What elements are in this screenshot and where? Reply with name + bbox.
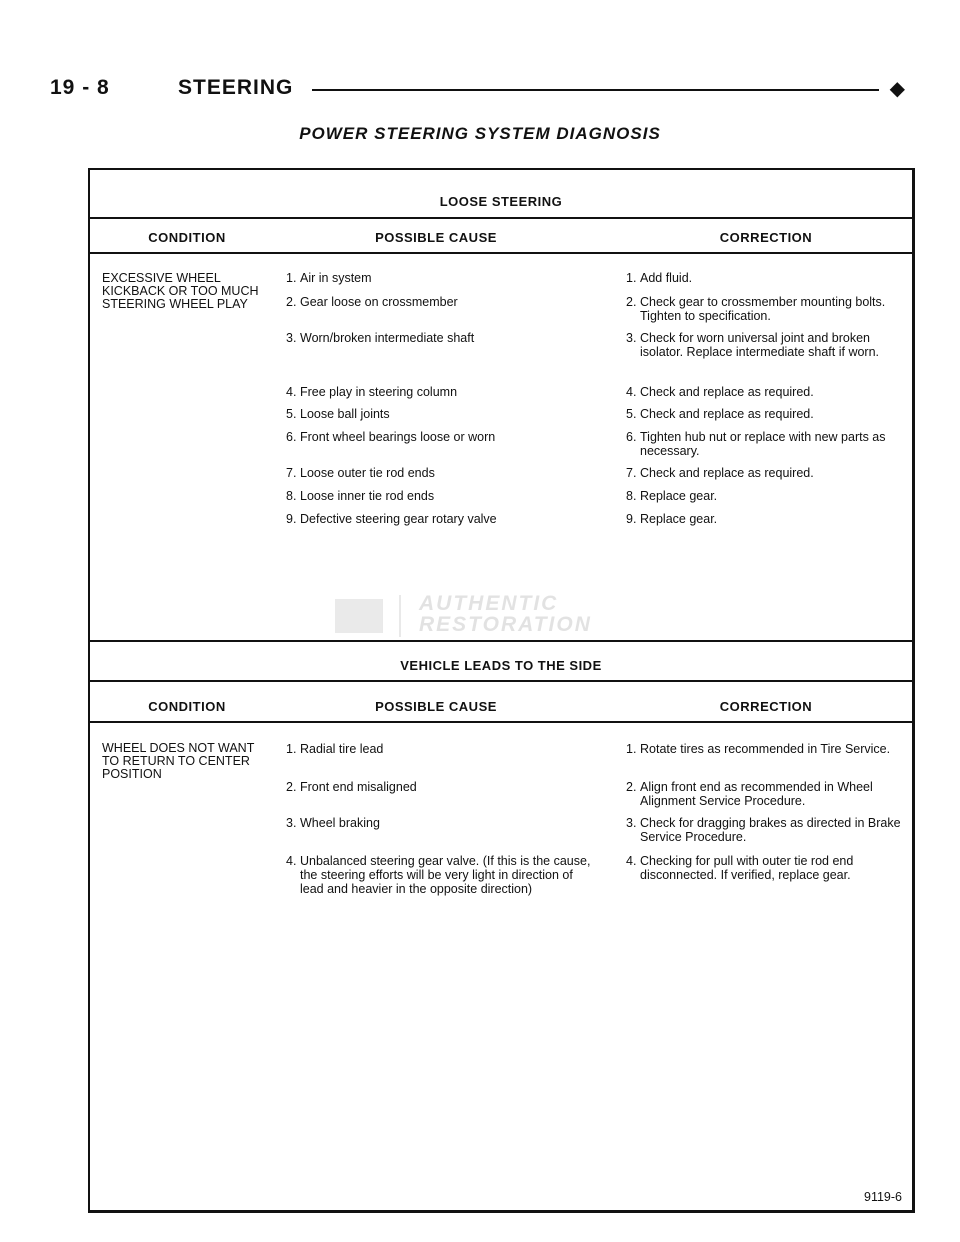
cause-item: 3. Wheel braking (286, 816, 380, 830)
correction-item: 5. Check and replace as required. (626, 407, 814, 421)
cause-item: 2. Gear loose on crossmember (286, 295, 458, 309)
figure-number: 9119-6 (864, 1190, 902, 1204)
diagnosis-table (88, 168, 915, 1213)
cause-item: 7. Loose outer tie rod ends (286, 466, 435, 480)
condition-text: WHEEL DOES NOT WANT TO RETURN TO CENTER POSITION (102, 741, 255, 781)
cause-item: 2. Front end misaligned (286, 780, 417, 794)
correction-item: 2. Align front end as recommended in Wheel Alignment Service Procedure. (626, 780, 873, 808)
page-number: 19 - 8 (50, 76, 110, 99)
column-header-cause: POSSIBLE CAUSE (375, 230, 497, 245)
cause-item: 6. Front wheel bearings loose or worn (286, 430, 496, 444)
page-header (50, 76, 905, 102)
cause-item: 4. Unbalanced steering gear valve. (If this is the cause, the steering efforts will be very light in direction of lead and heavier in the opposite direction) (286, 854, 591, 896)
correction-item: 1. Rotate tires as recommended in Tire Service. (626, 742, 891, 756)
watermark-line2: RESTORATION (419, 613, 592, 636)
column-header-condition: CONDITION (148, 699, 226, 714)
correction-item: 9. Replace gear. (626, 512, 718, 526)
column-header-correction: CORRECTION (719, 699, 813, 714)
divider (90, 680, 912, 682)
correction-item: 2. Check gear to crossmember mounting bolts. Tighten to specification. (626, 295, 886, 323)
column-header-cause: POSSIBLE CAUSE (375, 699, 497, 714)
condition-text: EXCESSIVE WHEEL KICKBACK OR TOO MUCH STEERING WHEEL PLAY (102, 271, 259, 311)
column-header-correction: CORRECTION (719, 230, 813, 245)
watermark-divider (399, 595, 401, 637)
cause-item: 5. Loose ball joints (286, 407, 390, 421)
correction-item: 4. Check and replace as required. (626, 385, 814, 399)
correction-item: 3. Check for dragging brakes as directed in Brake Service Procedure. (626, 816, 901, 844)
cause-item: 1. Air in system (286, 271, 372, 285)
correction-item: 6. Tighten hub nut or replace with new parts as necessary. (626, 430, 886, 458)
divider (90, 721, 912, 723)
correction-item: 1. Add fluid. (626, 271, 693, 285)
cause-item: 9. Defective steering gear rotary valve (286, 512, 497, 526)
cause-item: 3. Worn/broken intermediate shaft (286, 331, 475, 345)
correction-item: 4. Checking for pull with outer tie rod end disconnected. If verified, replace gear. (626, 854, 854, 882)
diamond-icon: ◆ (889, 78, 905, 100)
correction-item: 3. Check for worn universal joint and broken isolator. Replace intermediate shaft if worn. (626, 331, 880, 359)
watermark (335, 593, 635, 637)
mopar-logo (335, 599, 383, 633)
divider (90, 640, 912, 642)
section-title-loose-steering: LOOSE STEERING (439, 194, 563, 209)
correction-item: 8. Replace gear. (626, 489, 718, 503)
correction-item: 7. Check and replace as required. (626, 466, 814, 480)
header-rule (312, 89, 879, 91)
watermark-line1: AUTHENTIC (419, 592, 559, 615)
divider (90, 217, 912, 219)
column-header-condition: CONDITION (148, 230, 226, 245)
cause-item: 8. Loose inner tie rod ends (286, 489, 435, 503)
cause-item: 1. Radial tire lead (286, 742, 384, 756)
divider (90, 252, 912, 254)
cause-item: 4. Free play in steering column (286, 385, 458, 399)
section-title-vehicle-leads: VEHICLE LEADS TO THE SIDE (400, 658, 602, 673)
page-title: POWER STEERING SYSTEM DIAGNOSIS (299, 124, 661, 143)
section-name: STEERING (178, 76, 294, 99)
